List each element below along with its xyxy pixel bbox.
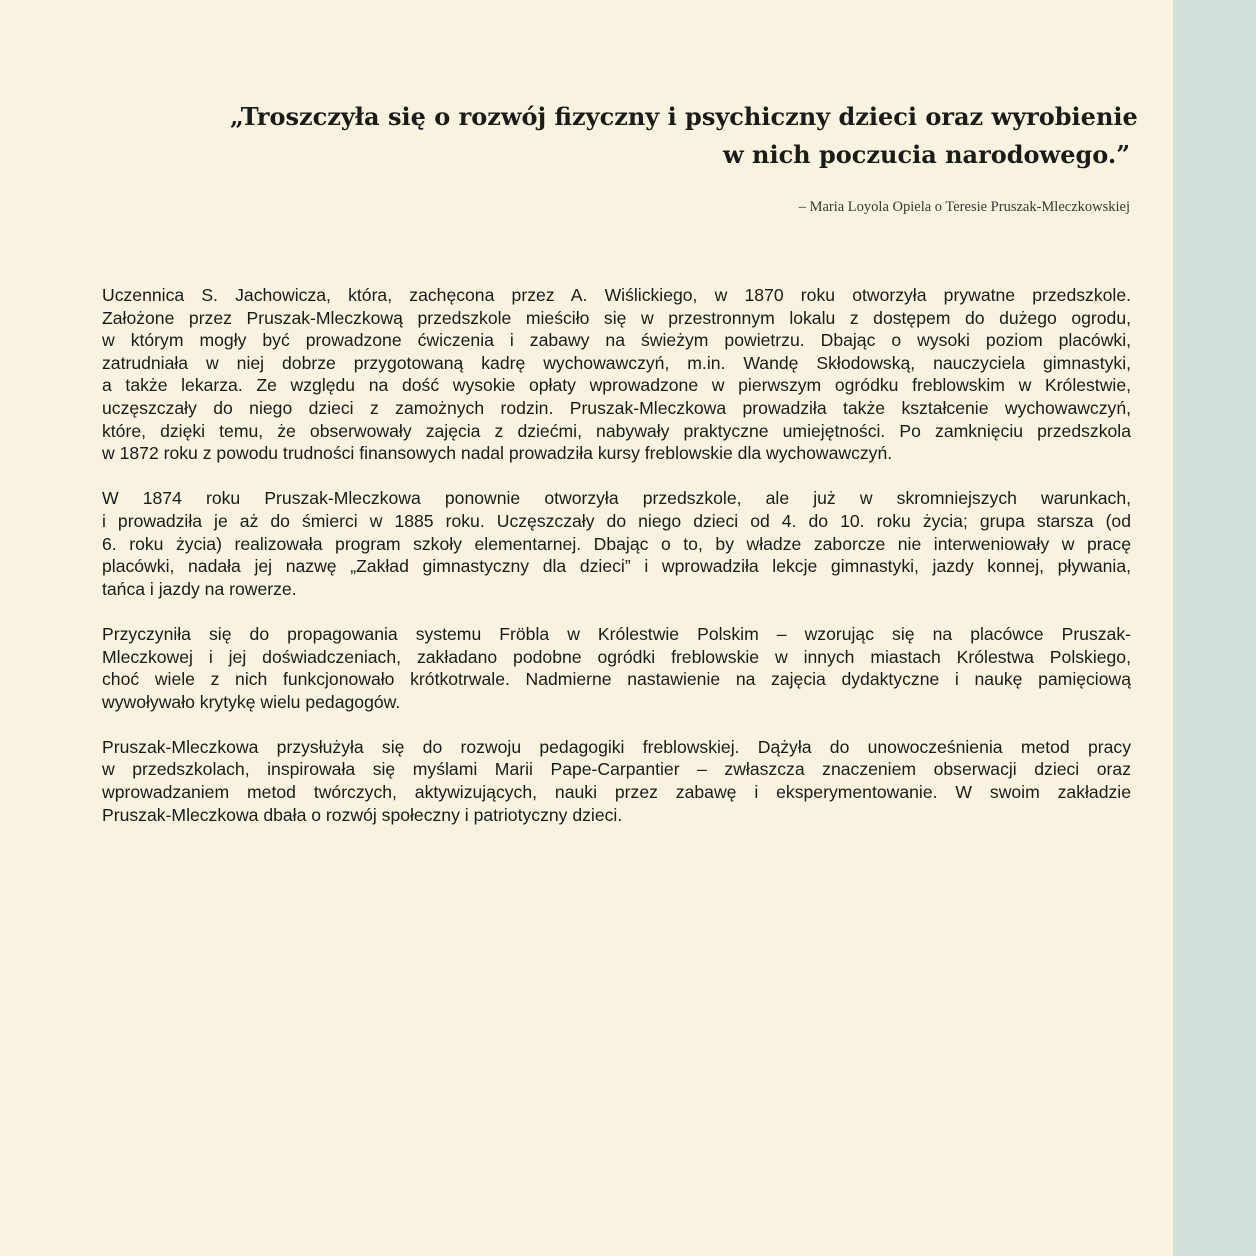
paragraph <box>102 623 1131 713</box>
quote <box>230 98 1138 174</box>
paragraph <box>102 284 1131 465</box>
text-line: Przyczyniła się do propagowania systemu Fröbla w Królestwie Polskim – wzorując się na placówce Pruszak- <box>102 623 1131 644</box>
text-line: choć wiele z nich funkcjonowało krótkotrwale. Nadmierne nastawienie na zajęcia dydaktyczne i naukę pamięciową <box>102 669 1131 690</box>
text-line: Pruszak-Mleczkowa przysłużyła się do rozwoju pedagogiki freblowskiej. Dążyła do unowocześnienia metod pracy <box>102 736 1131 757</box>
text-line: które, dzięki temu, że obserwowały zajęcia z dziećmi, nabywały praktyczne umiejętności. Po zamknięciu przedszkola <box>102 420 1131 441</box>
text-line: a także lekarza. Ze względu na dość wysokie opłaty wprowadzone w pierwszym ogródku freblowskim w Królestwie, <box>102 375 1131 396</box>
side-band <box>1173 0 1256 1256</box>
text-line: 6. roku życia) realizowała program szkoły elementarnej. Dbając o to, by władze zaborcze nie interweniowały w pracę <box>102 533 1131 554</box>
paragraph <box>102 736 1131 826</box>
quote-attribution: – Maria Loyola Opiela o Teresie Pruszak-Mleczkowskiej <box>798 199 1130 215</box>
text-line: i prowadziła je aż do śmierci w 1885 roku. Uczęszczały do niego dzieci od 4. do 10. roku życia; grupa starsza (od <box>102 510 1131 531</box>
text-line: Mleczkowej i jej doświadczeniach, zakładano podobne ogródki freblowskie w innych miastach Królestwa Polskiego, <box>102 646 1131 667</box>
text-line: zatrudniała w niej dobrze przygotowaną kadrę wychowawczyń, m.in. Wandę Skłodowską, nauczyciela gimnastyki, <box>102 352 1131 373</box>
paragraph <box>102 487 1131 600</box>
text-line: tańca i jazdy na rowerze. <box>102 578 297 599</box>
text-line: w którym mogły być prowadzone ćwiczenia i zabawy na świeżym powietrzu. Dbając o wysoki poziom placówki, <box>102 330 1131 351</box>
quote-line: w nich poczucia narodowego.” <box>722 140 1130 169</box>
quote-line: „Troszczyła się o rozwój fizyczny i psychiczny dzieci oraz wyrobienie <box>230 102 1138 131</box>
text-line: w przedszkolach, inspirowała się myślami Marii Pape-Carpantier – zwłaszcza znaczeniem obserwacji dzieci oraz <box>102 759 1131 780</box>
text-line: w 1872 roku z powodu trudności finansowych nadal prowadziła kursy freblowskie dla wychowawczyń. <box>102 443 893 464</box>
text-line: uczęszczały do niego dzieci z zamożnych rodzin. Pruszak-Mleczkowa prowadziła także kształcenie wychowawczyń, <box>102 397 1131 418</box>
text-line: W 1874 roku Pruszak-Mleczkowa ponownie otworzyła przedszkole, ale już w skromniejszych warunkach, <box>102 488 1131 509</box>
text-line: wywoływało krytykę wielu pedagogów. <box>102 691 401 712</box>
text-line: Pruszak-Mleczkowa dbała o rozwój społeczny i patriotyczny dzieci. <box>102 804 623 825</box>
article-body <box>102 284 1131 849</box>
text-line: wprowadzaniem metod twórczych, aktywizujących, nauki przez zabawę i eksperymentowanie. W swoim zakładzie <box>102 782 1131 803</box>
text-line: Założone przez Pruszak-Mleczkową przedszkole mieściło się w przestronnym lokalu z dostępem do dużego ogrodu, <box>102 307 1131 328</box>
text-line: Uczennica S. Jachowicza, która, zachęcona przez A. Wiślickiego, w 1870 roku otworzyła prywatne przedszkole. <box>102 285 1131 305</box>
text-line: placówki, nadała jej nazwę „Zakład gimnastyczny dla dzieci” i wprowadziła lekcje gimnastyki, jazdy konnej, pływania, <box>102 556 1131 577</box>
